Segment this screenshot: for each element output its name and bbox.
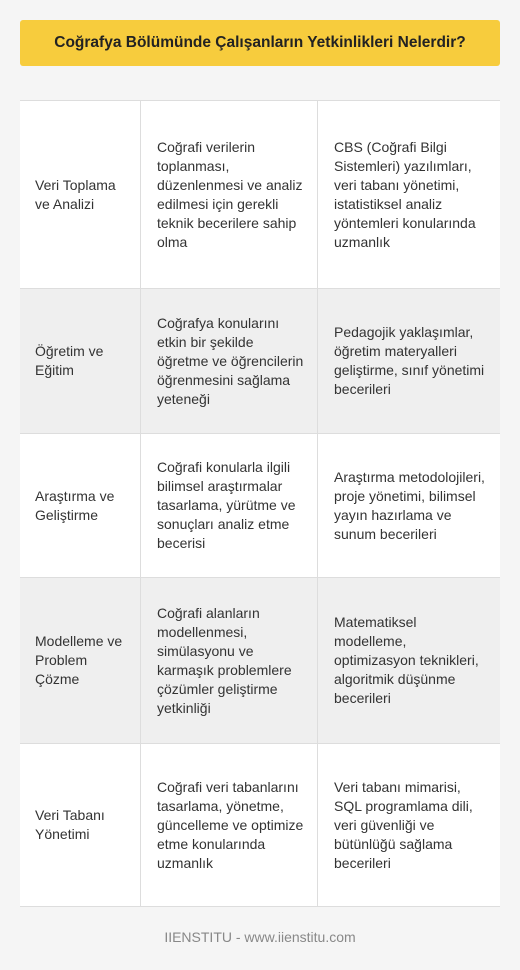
table-row xyxy=(20,434,500,578)
competency-skills: Matematiksel modelleme, optimizasyon teknikleri, algoritmik düşünme becerileri xyxy=(334,614,479,706)
competency-name: Araştırma ve Geliştirme xyxy=(20,434,141,577)
table-row xyxy=(20,101,500,289)
competency-name: Veri Toplama ve Analizi xyxy=(20,101,141,288)
competency-name: Öğretim ve Eğitim xyxy=(20,289,141,433)
competency-description: Coğrafi alanların modellenmesi, simülasyonu ve karmaşık problemlere çözümler geliştirme yetkinliği xyxy=(141,578,318,743)
competency-skills: Pedagojik yaklaşımlar, öğretim materyalleri geliştirme, sınıf yönetimi becerileri xyxy=(334,324,485,397)
table-row xyxy=(20,289,500,434)
competency-description: Coğrafi veri tabanlarını tasarlama, yönetme, güncelleme ve optimize etme konularında uzmanlık xyxy=(141,744,318,906)
competency-skills: CBS (Coğrafi Bilgi Sistemleri) yazılımları, veri tabanı yönetimi, istatistiksel analiz yöntemleri konularında uzmanlık xyxy=(334,138,476,250)
title-banner xyxy=(20,20,500,66)
competency-description: Coğrafi verilerin toplanması, düzenlenmesi ve analiz edilmesi için gerekli teknik becerilere sahip olma xyxy=(141,101,318,288)
competency-skills: Veri tabanı mimarisi, SQL programlama dili, veri güvenliği ve bütünlüğü sağlama becerileri xyxy=(334,778,473,871)
competency-description: Coğrafya konularını etkin bir şekilde öğretme ve öğrencilerin öğrenmesini sağlama yeteneği xyxy=(141,289,318,433)
competency-name: Modelleme ve Problem Çözme xyxy=(20,578,141,743)
competency-table xyxy=(20,100,500,907)
competency-description: Coğrafi konularla ilgili bilimsel araştırmalar tasarlama, yürütme ve sonuçları analiz etme becerisi xyxy=(141,434,318,577)
footer-credit: IIENSTITU - www.iienstitu.com xyxy=(164,929,356,945)
table-row xyxy=(20,744,500,906)
table-row xyxy=(20,578,500,744)
page-title: Coğrafya Bölümünde Çalışanların Yetkinlikleri Nelerdir? xyxy=(54,34,466,51)
competency-skills: Araştırma metodolojileri, proje yönetimi, bilimsel yayın hazırlama ve sunum becerileri xyxy=(334,468,485,542)
competency-name: Veri Tabanı Yönetimi xyxy=(20,744,141,906)
